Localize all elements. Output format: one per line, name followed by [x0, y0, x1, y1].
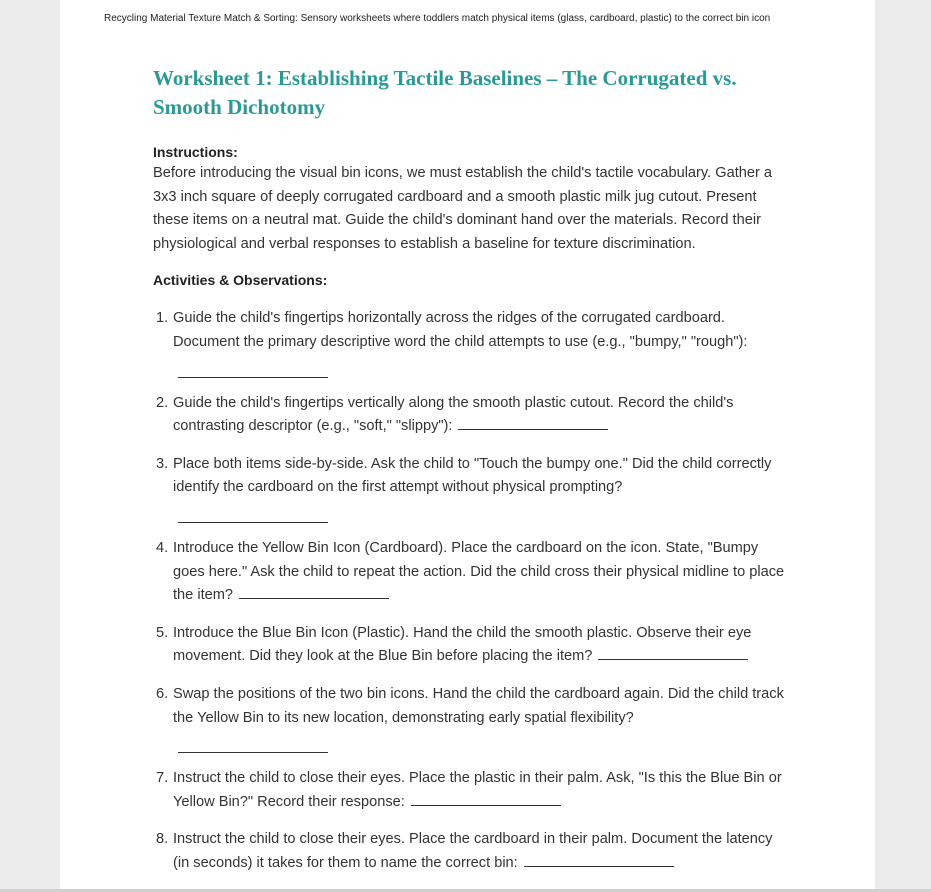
activity-item	[153, 622, 788, 669]
activity-item	[153, 828, 788, 875]
activities-label: Activities & Observations:	[153, 272, 328, 289]
activity-item	[153, 537, 788, 608]
activity-text: Introduce the Blue Bin Icon (Plastic). Hand the child the smooth plastic. Observe their eye movement. Did they look at the Blue Bin before placing the item?	[173, 624, 752, 665]
activity-text: Swap the positions of the two bin icons. Hand the child the cardboard again. Did the child track the Yellow Bin to its new location, demonstrating early spatial flexibility?	[173, 685, 784, 726]
activity-number: 1.	[156, 310, 169, 327]
answer-blank[interactable]	[598, 647, 748, 660]
instructions-label: Instructions:	[153, 144, 238, 160]
worksheet-page	[60, 0, 875, 889]
activity-number: 2.	[156, 394, 169, 411]
page-header-note: Recycling Material Texture Match & Sorting: Sensory worksheets where toddlers match physical items (glass, cardboard, plastic) to the correct bin icon	[104, 13, 771, 24]
answer-blank[interactable]	[458, 417, 608, 430]
activity-item	[153, 683, 788, 753]
activity-item	[153, 392, 788, 439]
activity-item	[153, 453, 788, 523]
activity-number: 7.	[156, 770, 169, 787]
worksheet-content	[153, 64, 788, 889]
activity-text: Instruct the child to close their eyes. Place the cardboard in their palm. Document the latency (in seconds) it takes for them to name the correct bin:	[173, 831, 773, 871]
activity-number: 4.	[156, 539, 169, 556]
answer-blank[interactable]	[239, 586, 389, 599]
answer-blank[interactable]	[178, 357, 328, 378]
activity-text: Guide the child's fingertips horizontally across the ridges of the corrugated cardboard. Document the primary descriptive word the child attempts to use (e.g., "bumpy," "rough"):	[173, 310, 748, 350]
answer-blank[interactable]	[178, 732, 328, 753]
activity-number: 8.	[156, 831, 169, 848]
activity-text: Guide the child's fingertips vertically along the smooth plastic cutout. Record the child's contrasting descriptor (e.g., "soft," "slippy"):	[173, 394, 734, 435]
answer-blank[interactable]	[178, 502, 328, 523]
worksheet-title: Worksheet 1: Establishing Tactile Baselines – The Corrugated vs. Smooth Dichotomy	[153, 66, 737, 119]
activity-item	[153, 767, 788, 814]
answer-blank[interactable]	[524, 854, 674, 867]
activity-item	[153, 307, 788, 377]
activities-list	[153, 307, 788, 875]
activity-number: 3.	[156, 455, 169, 472]
activity-number: 6.	[156, 685, 169, 702]
activity-text: Instruct the child to close their eyes. Place the plastic in their palm. Ask, "Is this the Blue Bin or Yellow Bin?" Record their response:	[173, 770, 782, 810]
instructions-text: Before introducing the visual bin icons, we must establish the child's tactile vocabulary. Gather a 3x3 inch square of deeply corrugated cardboard and a smooth plastic milk jug cutout. Present these items on a neutral mat. Guide the child's dominant hand over the materials. Record their physiological and verbal responses to establish a baseline for texture discrimination.	[153, 165, 773, 252]
activity-text: Introduce the Yellow Bin Icon (Cardboard). Place the cardboard on the icon. State, "Bumpy goes here." Ask the child to repeat the action. Did the child cross their physical midline to place the item?	[173, 539, 785, 604]
activity-text: Place both items side-by-side. Ask the child to "Touch the bumpy one." Did the child correctly identify the cardboard on the first attempt without physical prompting?	[173, 455, 772, 496]
activity-number: 5.	[156, 624, 169, 641]
answer-blank[interactable]	[411, 793, 561, 806]
